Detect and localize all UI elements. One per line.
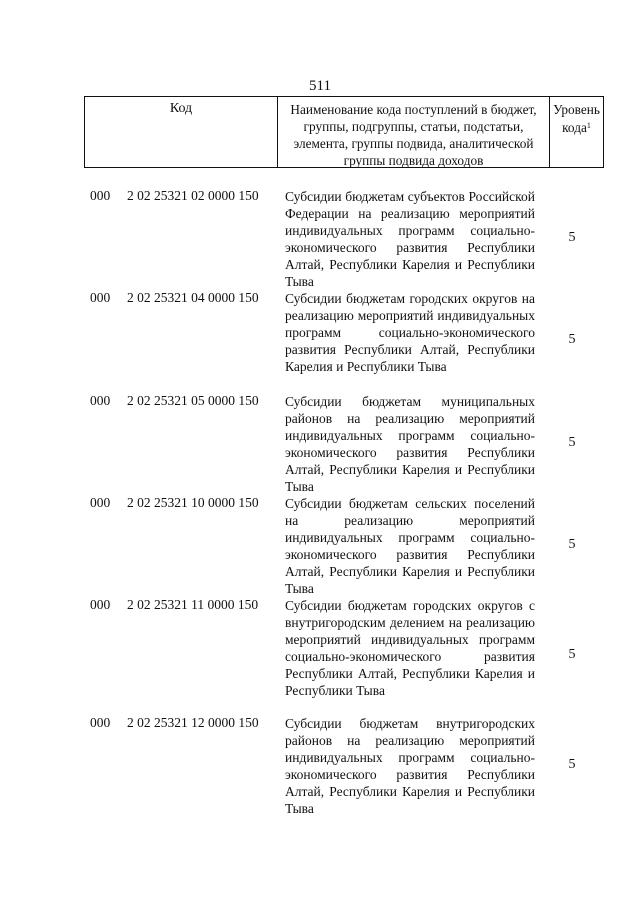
row-income-name: Субсидии бюджетам субъектов Российской Федерации на реализацию мероприятий индивидуальных программ социально-экономического развития Республики Алтай, Республики Карелия и Республики Тыва: [285, 189, 535, 289]
row-level: 5: [568, 757, 576, 772]
row-admin-code: 000: [90, 495, 111, 510]
row-income-code: 2 02 25321 04 0000 150: [127, 290, 259, 305]
header-level-footnote: 1: [586, 121, 591, 130]
row-admin-code: 000: [90, 393, 111, 408]
header-level-cell: [550, 97, 603, 167]
header-code-cell: [85, 97, 278, 167]
row-level: 5: [568, 435, 576, 450]
row-level: 5: [568, 537, 576, 552]
header-name-label: Наименование кода поступлений в бюджет, группы, подгруппы, статьи, подстатьи, элемента, группы подвида, аналитической группы подвида доходов: [290, 102, 537, 168]
row-level: 5: [568, 647, 576, 662]
row-income-name: Субсидии бюджетам муниципальных районов на реализацию мероприятий индивидуальных программ социально-экономического развития Республики Алтай, Республики Карелия и Республики Тыва: [285, 394, 535, 494]
row-income-name: Субсидии бюджетам городских округов на реализацию мероприятий индивидуальных программ социально-экономического развития Республики Алтай, Республики Карелия и Республики Тыва: [285, 291, 535, 374]
row-admin-code: 000: [90, 715, 111, 730]
row-income-code: 2 02 25321 10 0000 150: [127, 495, 259, 510]
header-name-cell: [278, 97, 550, 167]
header-level-label: Уровень кода: [553, 102, 600, 135]
row-income-code: 2 02 25321 05 0000 150: [127, 393, 259, 408]
row-income-name: Субсидии бюджетам сельских поселений на реализацию мероприятий индивидуальных программ социально-экономического развития Республики Алтай, Республики Карелия и Республики Тыва: [285, 496, 535, 596]
header-code-label: Код: [169, 101, 193, 116]
row-level: 5: [568, 332, 576, 347]
page-number: 511: [309, 78, 331, 94]
row-level: 5: [568, 230, 576, 245]
row-income-code: 2 02 25321 12 0000 150: [127, 715, 259, 730]
row-income-code: 2 02 25321 02 0000 150: [127, 188, 259, 203]
header-level-text: [550, 101, 603, 137]
row-admin-code: 000: [90, 597, 111, 612]
row-income-name: Субсидии бюджетам городских округов с внутригородским делением на реализацию мероприятий индивидуальных программ социально-экономического развития Республики Алтай, Республики Карелия и Республики Тыва: [285, 598, 535, 698]
row-income-name: Субсидии бюджетам внутригородских районов на реализацию мероприятий индивидуальных программ социально-экономического развития Республики Алтай, Республики Карелия и Республики Тыва: [285, 716, 535, 816]
table-header: [84, 96, 604, 168]
row-income-code: 2 02 25321 11 0000 150: [127, 597, 259, 612]
row-admin-code: 000: [90, 188, 111, 203]
row-admin-code: 000: [90, 290, 111, 305]
